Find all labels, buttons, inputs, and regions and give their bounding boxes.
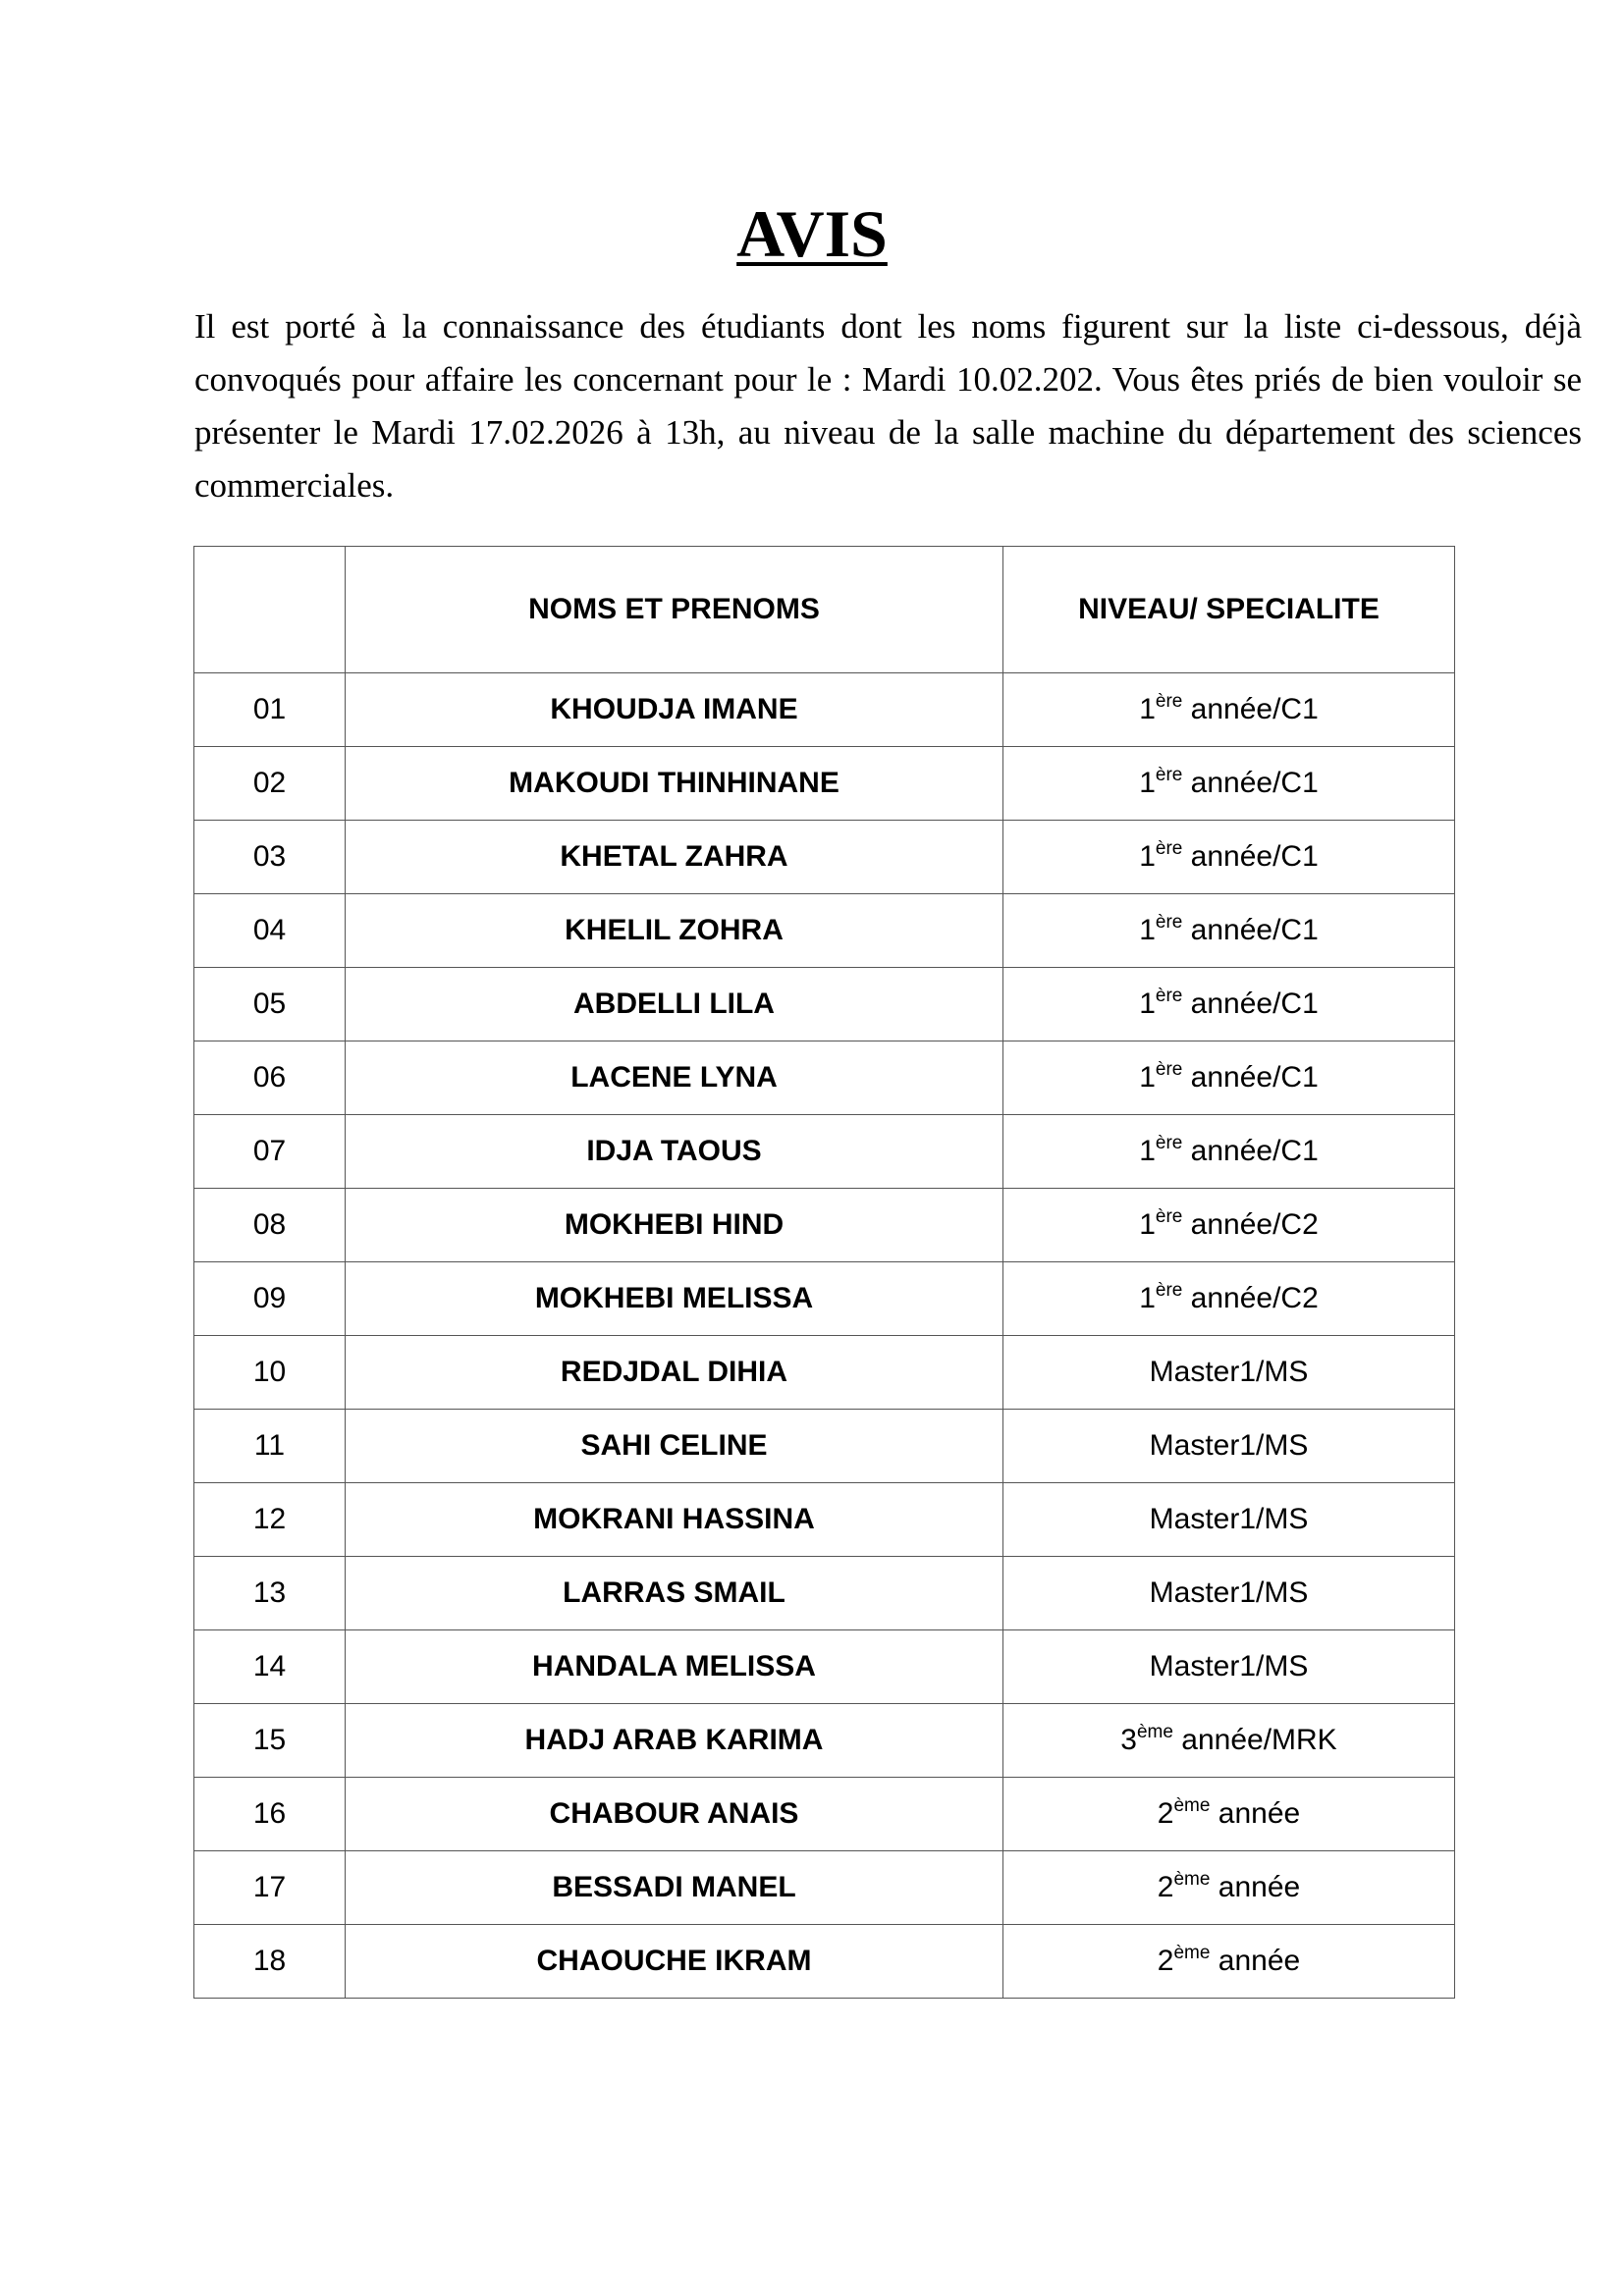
row-number: 14 [194,1630,346,1704]
student-level [1003,1778,1455,1851]
student-name: KHETAL ZAHRA [346,821,1003,894]
level-prefix: Master1/MS [1149,1650,1309,1682]
student-level [1003,1262,1455,1336]
level-prefix: 1 [1139,988,1156,1020]
student-name: IDJA TAOUS [346,1115,1003,1189]
level-suffix: année/C1 [1182,1135,1319,1167]
level-prefix: Master1/MS [1149,1429,1309,1462]
row-number: 01 [194,673,346,747]
row-number: 10 [194,1336,346,1410]
table-row [194,1778,1455,1851]
row-number: 04 [194,894,346,968]
level-superscript: ère [1155,986,1183,1006]
student-name: HANDALA MELISSA [346,1630,1003,1704]
row-number: 02 [194,747,346,821]
level-suffix: année/C2 [1182,1282,1319,1314]
header-name: NOMS ET PRENOMS [346,547,1003,673]
level-prefix: 1 [1139,693,1156,725]
table-row [194,1336,1455,1410]
row-number: 03 [194,821,346,894]
student-level [1003,1041,1455,1115]
level-suffix: année/C1 [1182,1061,1319,1094]
level-suffix: année/C1 [1182,840,1319,873]
table-row [194,968,1455,1041]
student-level [1003,894,1455,968]
student-level [1003,1925,1455,1999]
table-row [194,1483,1455,1557]
table-header-row [194,547,1455,673]
level-superscript: ère [1155,1280,1183,1301]
table-body [194,673,1455,1999]
row-number: 09 [194,1262,346,1336]
level-prefix: 2 [1157,1945,1174,1977]
level-superscript: ère [1155,1206,1183,1227]
student-level [1003,747,1455,821]
student-name: HADJ ARAB KARIMA [346,1704,1003,1778]
level-prefix: 1 [1139,1208,1156,1241]
page-title-text: AVIS [736,196,888,271]
student-level [1003,1336,1455,1410]
level-prefix: 1 [1139,840,1156,873]
level-prefix: 1 [1139,1282,1156,1314]
level-suffix: année/MRK [1172,1724,1337,1756]
header-level: NIVEAU/ SPECIALITE [1003,547,1455,673]
row-number: 06 [194,1041,346,1115]
level-prefix: 1 [1139,1135,1156,1167]
level-superscript: ème [1173,1795,1211,1816]
student-name: MOKHEBI HIND [346,1189,1003,1262]
student-name: MOKHEBI MELISSA [346,1262,1003,1336]
table-row [194,1189,1455,1262]
table-row [194,1557,1455,1630]
table-row [194,1630,1455,1704]
student-level [1003,1630,1455,1704]
student-level [1003,673,1455,747]
students-table [193,546,1455,1999]
student-name: BESSADI MANEL [346,1851,1003,1925]
level-prefix: 2 [1157,1797,1174,1830]
student-name: KHELIL ZOHRA [346,894,1003,968]
table-row [194,1410,1455,1483]
table-row [194,1925,1455,1999]
level-suffix: année [1210,1797,1301,1830]
level-prefix: 3 [1120,1724,1137,1756]
level-suffix: année/C1 [1182,914,1319,946]
level-superscript: ère [1155,1133,1183,1153]
student-level [1003,821,1455,894]
level-prefix: 1 [1139,914,1156,946]
level-suffix: année/C1 [1182,988,1319,1020]
student-level [1003,968,1455,1041]
notice-paragraph: Il est porté à la connaissance des étudiants dont les noms figurent sur la liste ci-dessous, déjà convoqués pour affaire les concernant pour le : Mardi 10.02.202. Vous êtes priés de bien vouloir se présenter le Mardi 17.02.2026 à 13h, au niveau de la salle machine du département des sciences commerciales. [194,307,1582,505]
student-level [1003,1704,1455,1778]
header-number [194,547,346,673]
level-suffix: année [1210,1945,1301,1977]
student-level [1003,1483,1455,1557]
row-number: 12 [194,1483,346,1557]
level-prefix: Master1/MS [1149,1356,1309,1388]
student-name: CHAOUCHE IKRAM [346,1925,1003,1999]
level-superscript: ère [1155,765,1183,785]
level-prefix: 2 [1157,1871,1174,1903]
level-suffix: année/C2 [1182,1208,1319,1241]
page-title [0,194,1624,273]
student-name: MOKRANI HASSINA [346,1483,1003,1557]
level-superscript: ère [1155,1059,1183,1080]
level-superscript: ème [1136,1722,1173,1742]
student-name: LARRAS SMAIL [346,1557,1003,1630]
row-number: 15 [194,1704,346,1778]
level-suffix: année [1210,1871,1301,1903]
row-number: 18 [194,1925,346,1999]
table-row [194,821,1455,894]
level-prefix: 1 [1139,767,1156,799]
row-number: 13 [194,1557,346,1630]
row-number: 08 [194,1189,346,1262]
table-row [194,673,1455,747]
level-superscript: ème [1173,1943,1211,1963]
student-level [1003,1557,1455,1630]
student-name: REDJDAL DIHIA [346,1336,1003,1410]
level-suffix: année/C1 [1182,693,1319,725]
row-number: 05 [194,968,346,1041]
student-level [1003,1115,1455,1189]
student-name: SAHI CELINE [346,1410,1003,1483]
student-name: ABDELLI LILA [346,968,1003,1041]
row-number: 16 [194,1778,346,1851]
student-level [1003,1189,1455,1262]
row-number: 17 [194,1851,346,1925]
student-level [1003,1851,1455,1925]
table-row [194,1704,1455,1778]
level-suffix: année/C1 [1182,767,1319,799]
table-row [194,747,1455,821]
level-prefix: Master1/MS [1149,1576,1309,1609]
student-name: MAKOUDI THINHINANE [346,747,1003,821]
table-row [194,1115,1455,1189]
level-superscript: ère [1155,838,1183,859]
level-superscript: ère [1155,912,1183,933]
student-name: LACENE LYNA [346,1041,1003,1115]
table-row [194,1262,1455,1336]
table-row [194,1041,1455,1115]
student-name: CHABOUR ANAIS [346,1778,1003,1851]
table-row [194,1851,1455,1925]
student-level [1003,1410,1455,1483]
row-number: 11 [194,1410,346,1483]
level-superscript: ème [1173,1869,1211,1890]
level-superscript: ère [1155,691,1183,712]
level-prefix: 1 [1139,1061,1156,1094]
student-name: KHOUDJA IMANE [346,673,1003,747]
table-row [194,894,1455,968]
row-number: 07 [194,1115,346,1189]
level-prefix: Master1/MS [1149,1503,1309,1535]
